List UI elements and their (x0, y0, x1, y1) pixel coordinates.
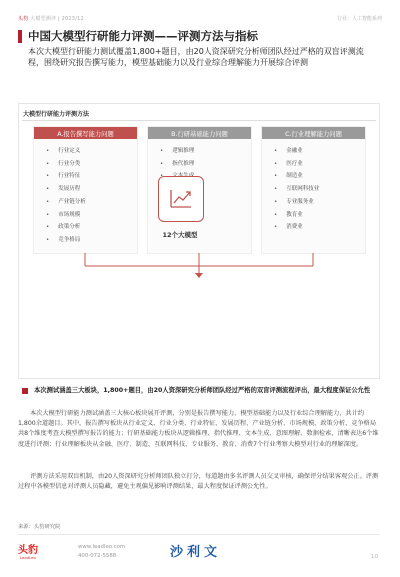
title-accent-bar (18, 30, 22, 43)
model-count-label: 12个大模型 (162, 231, 198, 239)
column-list-item: • 发展历程 (46, 183, 137, 196)
header-brand: 头豹 (18, 16, 29, 22)
flow-connector-lines (19, 104, 379, 378)
column-header: B.行研基础能力问题 (148, 127, 251, 139)
column-list-item: • 医疗业 (274, 158, 365, 171)
footer-phone: 400-072-5588 (78, 552, 117, 559)
leadleo-logo: 头豹 (18, 545, 38, 556)
body-paragraph-2: 评测方法采用双盲机制，由20人资深研究分析师团队独立打分，每道题由多名评测人员交叉审核，确保评分结果客观公正。评测过程中各模型信息对评测人员隐藏，避免主观偏见影响评测结果，最大程度保证评测公允性。 (18, 473, 379, 491)
column-list-item: • 产业链分析 (46, 196, 137, 209)
column-header: C.行业理解能力问题 (262, 127, 365, 139)
footer-contact (78, 543, 125, 560)
chart-growth-icon (158, 176, 204, 222)
column-list-item: • 专业服务业 (274, 196, 365, 209)
leadleo-logo-sub: LeadLeo (20, 555, 36, 560)
source-note: 来源：头豹研究院 (18, 524, 61, 530)
report-header-right: 行业：人工智能系列 (336, 16, 382, 22)
key-point-marker (22, 388, 28, 394)
report-header-left (18, 15, 84, 22)
footer-website[interactable]: www.leadleo.com (78, 544, 126, 550)
body-paragraph-1: 本次大模型行研能力测试涵盖三大核心板块展开评测，分别是报告撰写能力、模型基础能力以及行业综合理解能力，共计约1,800余道题目。其中，报告撰写板块从行业定义、行业分类、行业特征、发展历程、产业链分析、市场规模、政策分析、竞争格局共8个维度考查大模型撰写报告的能力；行研基础能力板块从逻辑推理、指代推理、文本生成、意图理解、数据检索、清晰表达6个维度进行评测；行业理解板块从金融、医疗、制造、互联网科技、专业服务、教育、消费7个行业考察大模型对行业的理解深度。 (18, 410, 379, 448)
frost-sullivan-logo: 沙利文 (170, 545, 222, 560)
column-list-item: • 互联网科技业 (274, 183, 365, 196)
key-point-text: 本次测试涵盖三大板块，1,800+题目，由20人资深研究分析师团队经过严格的双盲评测流程评出，最大程度保证公允性 (34, 387, 371, 394)
header-series: 大模型测评 | 2023/12 (30, 16, 84, 22)
column-list-item: • 指代推理 (160, 158, 251, 171)
page-number: 10 (371, 554, 378, 560)
column-list-item: • 教育业 (274, 209, 365, 222)
footer-divider (18, 534, 380, 535)
column-list-item: • 行业定义 (46, 145, 137, 158)
column-list-item: • 消费业 (274, 221, 365, 234)
column-list-item: • 政策分析 (46, 221, 137, 234)
page-title: 中国大模型行研能力评测——评测方法与指标 (28, 29, 258, 43)
method-figure (18, 103, 380, 379)
column-list-item: • 竞争格局 (46, 234, 137, 247)
column-list-item: • 逻辑推理 (160, 145, 251, 158)
figure-title: 大模型行研能力评测方法 (23, 111, 90, 118)
column-list-item: • 行业特征 (46, 170, 137, 183)
intro-paragraph: 本次大模型行研能力测试覆盖1,800+题目，由20人资深研究分析师团队经过严格的双盲评测流程，围绕研究报告撰写能力，模型基础能力以及行业综合理解能力开展综合评测 (28, 47, 364, 67)
column-header: A.报告撰写能力问题 (34, 127, 137, 139)
column-list-item: • 制造业 (274, 170, 365, 183)
column-list-item: • 行业分类 (46, 158, 137, 171)
column-list-item: • 金融业 (274, 145, 365, 158)
column-list-item: • 市场规模 (46, 209, 137, 222)
